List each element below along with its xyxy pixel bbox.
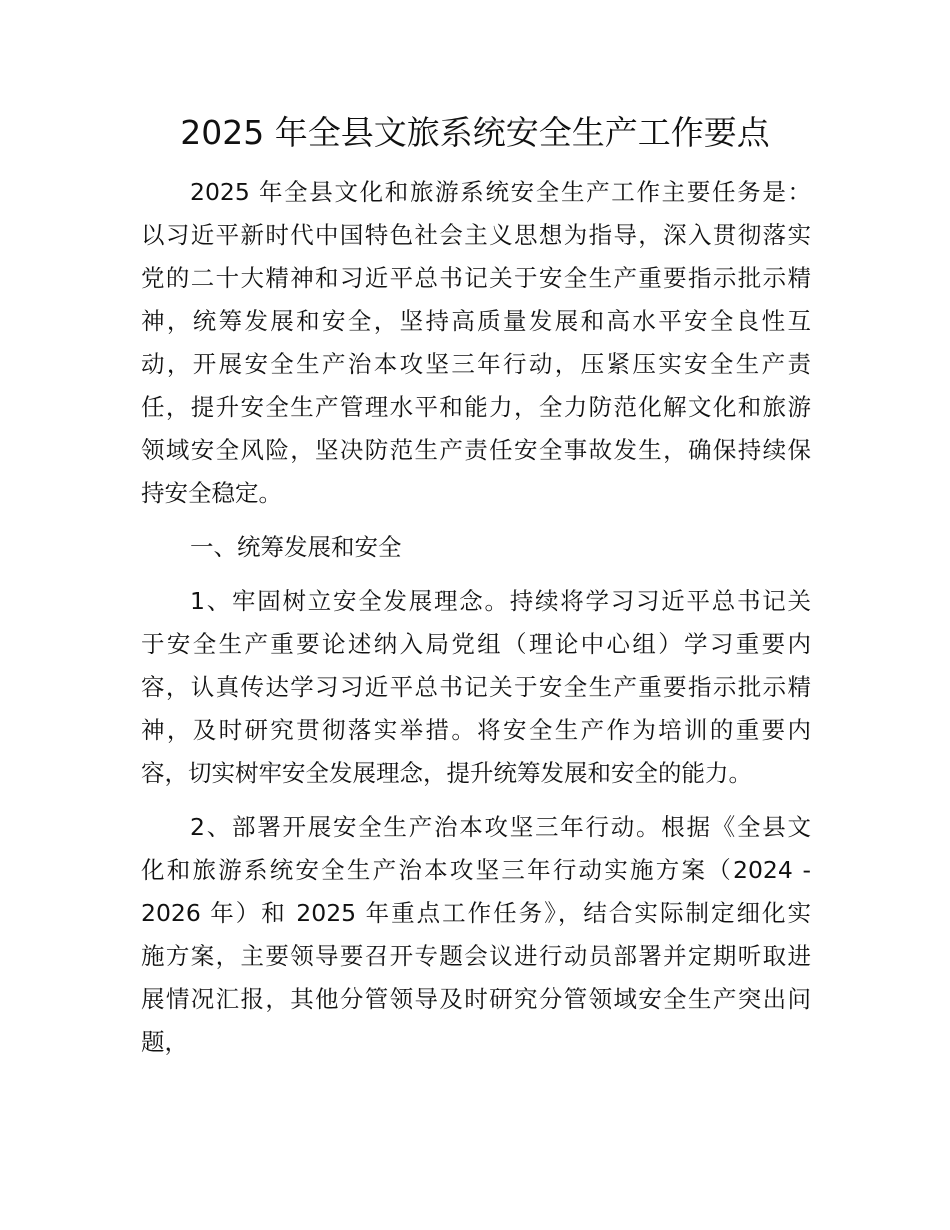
text-line: 2026 年）和 2025 年重点工作任务》，结合实际制定细化实: [141, 899, 811, 927]
text-line: 题，: [141, 1028, 188, 1056]
text-line: 动，开展安全生产治本攻坚三年行动，压紧压实安全生产责: [141, 350, 811, 378]
text-line: 领域安全风险，坚决防范生产责任安全事故发生，确保持续保: [141, 436, 811, 464]
text-line: 2、部署开展安全生产治本攻坚三年行动。根据《全县文: [190, 813, 811, 841]
text-line: 展情况汇报，其他分管领导及时研究分管领域安全生产突出问: [141, 985, 811, 1013]
text-line: 党的二十大精神和习近平总书记关于安全生产重要指示批示精: [141, 264, 811, 292]
text-line: 2025 年全县文化和旅游系统安全生产工作主要任务是：: [190, 178, 811, 206]
text-line: 施方案，主要领导要召开专题会议进行动员部署并定期听取进: [141, 942, 811, 970]
text-line: 神，统筹发展和安全，坚持高质量发展和高水平安全良性互: [141, 307, 811, 335]
text-line: 化和旅游系统安全生产治本攻坚三年行动实施方案（2024 -: [141, 856, 811, 884]
text-line: 于安全生产重要论述纳入局党组（理论中心组）学习重要内: [141, 630, 811, 658]
text-line: 神，及时研究贯彻落实举措。将安全生产作为培训的重要内: [141, 716, 811, 744]
text-line: 1、牢固树立安全发展理念。持续将学习习近平总书记关: [190, 587, 811, 615]
text-line: 持安全稳定。: [141, 479, 282, 507]
section-heading: 一、统筹发展和安全: [190, 533, 402, 561]
text-line: 任，提升安全生产管理水平和能力，全力防范化解文化和旅游: [141, 393, 811, 421]
text-line: 容，切实树牢安全发展理念，提升统筹发展和安全的能力。: [141, 759, 752, 787]
text-line: 容，认真传达学习习近平总书记关于安全生产重要指示批示精: [141, 673, 811, 701]
document-title: 2025 年全县文旅系统安全生产工作要点: [180, 113, 770, 152]
text-line: 以习近平新时代中国特色社会主义思想为指导，深入贯彻落实: [141, 221, 811, 249]
